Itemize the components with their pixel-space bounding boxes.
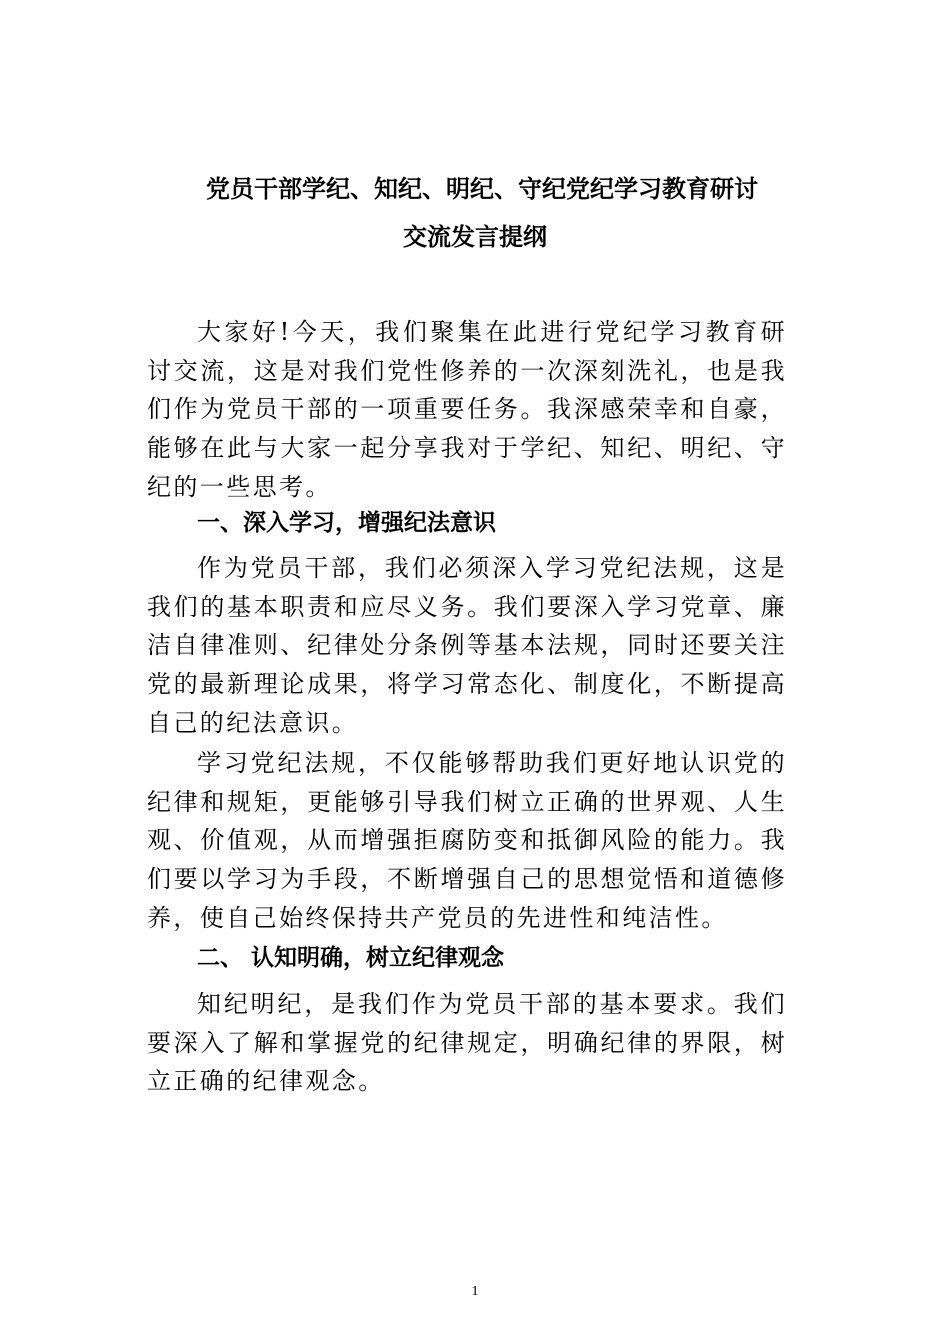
- paragraph-section1-b: 学习党纪法规，不仅能够帮助我们更好地认识党的纪律和规矩，更能够引导我们树立正确的世界观、人生观、价值观，从而增强拒腐防变和抵御风险的能力。我们要以学习为手段，不断增强自己的思想觉悟和道德修养，使自己始终保持共产党员的先进性和纯洁性。: [147, 749, 787, 932]
- paragraph-opening: 大家好!今天，我们聚集在此进行党纪学习教育研讨交流，这是对我们党性修养的一次深刻洗礼，也是我们作为党员干部的一项重要任务。我深感荣幸和自豪，能够在此与大家一起分享我对于学纪、知纪、明纪、守纪的一些思考。: [147, 318, 787, 501]
- section-heading-1: 一、深入学习，增强纪法意识: [197, 510, 496, 536]
- paragraph-section1-a: 作为党员干部，我们必须深入学习党纪法规，这是我们的基本职责和应尽义务。我们要深入学习党章、廉洁自律准则、纪律处分条例等基本法规，同时还要关注党的最新理论成果，将学习常态化、制度化，不断提高自己的纪法意识。: [147, 554, 787, 737]
- section-heading-2: 二、 认知明确，树立纪律观念: [197, 945, 505, 971]
- page-number: 1: [471, 1284, 479, 1299]
- document-title-line1: 党员干部学纪、知纪、明纪、守纪党纪学习教育研讨: [206, 175, 758, 203]
- document-title-line2: 交流发言提纲: [403, 223, 547, 251]
- paragraph-section2: 知纪明纪，是我们作为党员干部的基本要求。我们要深入了解和掌握党的纪律规定，明确纪律的界限，树立正确的纪律观念。: [147, 990, 787, 1096]
